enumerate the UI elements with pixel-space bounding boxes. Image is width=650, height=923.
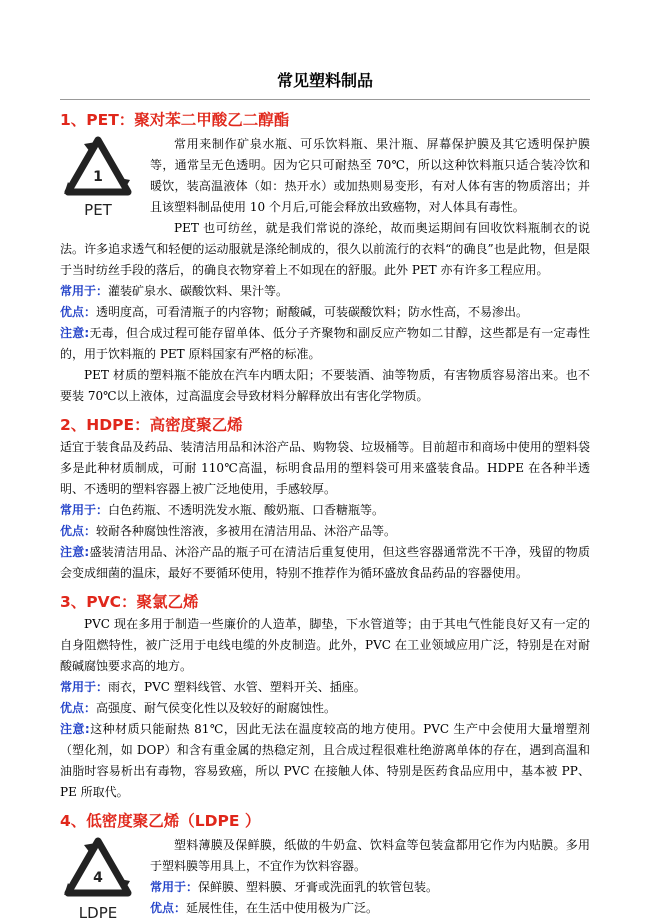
pvc-paragraph-1: PVC 现在多用于制造一些廉价的人造革，脚垫，下水管道等；由于其电气性能良好又有一定的自身阻燃特性，被广泛用于电线电缆的外皮制造。此外，PVC 在工业领域应用广泛，特别是在对耐酸碱腐蚀要求高的地方。 [60, 617, 590, 673]
page-title: 常见塑料制品 [276, 71, 373, 90]
hdpe-heading: 2、HDPE：高密度聚乙烯 [60, 416, 243, 434]
pvc-heading: 3、PVC：聚氯乙烯 [60, 593, 199, 611]
ldpe-heading: 4、低密度聚乙烯（LDPE ） [60, 812, 261, 830]
pvc-note-text: 这种材质只能耐热 81℃，因此无法在温度较高的地方使用。PVC 生产中会使用大量增塑剂（塑化剂，如 DOP）和含有重金属的热稳定剂，且合成过程很难杜绝游离单体的存在，遇到高温和油脂时容易析出有毒物，容易致癌，所以 PVC 在接触人体、特别是医药食品应用中，基本被 PP、PE 所取代。 [60, 722, 590, 799]
hdpe-adv-text: 较耐各种腐蚀性溶液，多被用在清洁用品、沐浴产品等。 [96, 524, 397, 538]
ldpe-adv-text: 延展性佳，在生活中使用极为广泛。 [186, 901, 379, 915]
hdpe-use-line [60, 500, 590, 521]
ldpe-paragraph-1: 塑料薄膜及保鲜膜，纸做的牛奶盒、饮料盒等包装盒都用它作为内贴膜。多用于塑料膜等用具上，不宜作为饮料容器。 [150, 838, 590, 873]
pvc-use-label: 常用于： [60, 680, 109, 694]
pvc-use-line [60, 677, 590, 698]
hdpe-paragraph-1: 适宜于装食品及药品、装清洁用品和沐浴产品、购物袋、垃圾桶等。目前超市和商场中使用的塑料袋多是此种材质制成，可耐 110℃高温，标明食品用的塑料袋可用来盛装食品。HDPE 在各种半透明、不透明的塑料容器上被广泛地使用，手感较厚。 [60, 440, 590, 496]
pvc-adv-label: 优点： [60, 701, 97, 715]
pet-adv-label: 优点： [60, 305, 97, 319]
pet-heading: 1、PET：聚对苯二甲酸乙二醇酯 [60, 111, 290, 129]
pet-adv-text: 透明度高，可看清瓶子的内容物；耐酸碱，可装碳酸饮料；防水性高，不易渗出。 [96, 305, 529, 319]
title-divider [60, 99, 590, 100]
hdpe-adv-label: 优点： [60, 524, 97, 538]
pet-use-label: 常用于： [60, 284, 109, 298]
pvc-use-text: 雨衣，PVC 塑料线管、水管、塑料开关、插座。 [108, 680, 366, 694]
hdpe-use-label: 常用于： [60, 503, 109, 517]
pet-paragraph-3: PET 材质的塑料瓶不能放在汽车内晒太阳；不要装酒、油等物质，有害物质容易溶出来。也不要装 70℃以上液体，过高温度会导致材料分解释放出有害化学物质。 [60, 368, 590, 403]
ldpe-use-text: 保鲜膜、塑料膜、牙膏或洗面乳的软管包装。 [198, 880, 439, 894]
pet-use-line [60, 281, 590, 302]
recycle-label: PET [84, 201, 112, 219]
recycle-label: LDPE [78, 904, 118, 922]
document-page [60, 60, 590, 923]
pet-paragraph-1: 常用来制作矿泉水瓶、可乐饮料瓶、果汁瓶、屏幕保护膜及其它透明保护膜等，通常呈无色透明。因为它只可耐热至 70℃，所以这种饮料瓶只适合装冷饮和暖饮，装高温液体（如：热开水）或加热则易变形，有对人体有害的物质溶出；并且该塑料制品使用 10 个月后,可能会释放出致癌物，对人体具有毒性。 [150, 137, 590, 214]
pvc-adv-text: 高强度、耐气侯变化性以及较好的耐腐蚀性。 [96, 701, 337, 715]
recycle-4-ldpe-icon [60, 835, 136, 923]
ldpe-adv-line [60, 898, 590, 919]
pet-paragraph-2: PET 也可纺丝，就是我们常说的涤纶，故而奥运期间有回收饮料瓶制衣的说法。许多追求透气和轻便的运动服就是涤纶制成的，很久以前流行的衣料“的确良”也是此物，但是限于当时纺丝手段的落后，的确良衣物穿着上不如现在的舒服。此外 PET 亦有许多工程应用。 [60, 221, 590, 277]
pvc-adv-line [60, 698, 590, 719]
hdpe-note-label: 注意: [60, 545, 90, 559]
pet-adv-line [60, 302, 590, 323]
pet-use-text: 灌装矿泉水、碳酸饮料、果汁等。 [108, 284, 289, 298]
pvc-note-line [60, 719, 590, 803]
ldpe-adv-label: 优点： [150, 901, 187, 915]
hdpe-use-text: 白色药瓶、不透明洗发水瓶、酸奶瓶、口香糖瓶等。 [108, 503, 385, 517]
pvc-note-label: 注意: [60, 722, 90, 736]
ldpe-use-label: 常用于： [150, 880, 199, 894]
recycle-1-pet-icon [60, 134, 136, 220]
hdpe-adv-line [60, 521, 590, 542]
hdpe-note-text: 盛装清洁用品、沐浴产品的瓶子可在清洁后重复使用，但这些容器通常洗不干净，残留的物质会变成细菌的温床，最好不要循环使用，特别不推荐作为循环盛放食品药品的容器使用。 [60, 545, 590, 580]
ldpe-use-line [60, 877, 590, 898]
recycle-number: 4 [93, 870, 103, 886]
recycle-number: 1 [93, 169, 103, 185]
pet-note-label: 注意: [60, 326, 90, 340]
hdpe-note-line [60, 542, 590, 584]
pet-note-line [60, 323, 590, 365]
pet-note-text: 无毒，但合成过程可能存留单体、低分子齐聚物和副反应产物如二甘醇，这些都是有一定毒性的，用于饮料瓶的 PET 原料国家有严格的标准。 [60, 326, 590, 361]
